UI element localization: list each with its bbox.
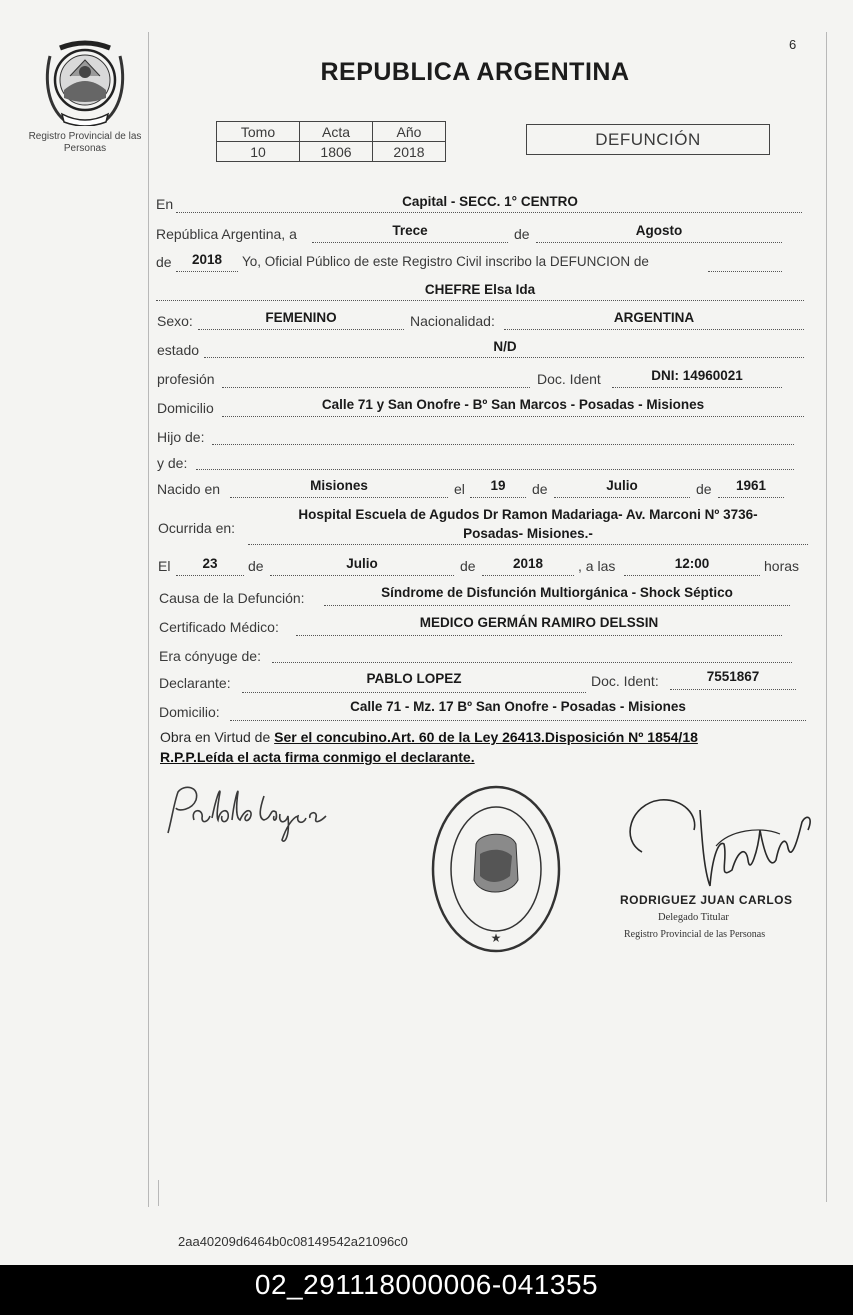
dotted-line xyxy=(242,692,586,693)
label-de: de xyxy=(696,481,712,497)
coat-of-arms-icon xyxy=(42,36,128,126)
label-el: el xyxy=(454,481,465,497)
nacionalidad-value: ARGENTINA xyxy=(613,310,695,325)
scan-code: 02_291118000006-041355 xyxy=(254,1269,599,1300)
domicilio-value: Calle 71 y San Onofre - Bº San Marcos - Posadas - Misiones xyxy=(321,397,705,412)
label-yo: Yo, Oficial Público de este Registro Civil inscribo la DEFUNCION de xyxy=(242,254,649,269)
dotted-line xyxy=(296,635,782,636)
label-nacido-en: Nacido en xyxy=(157,481,221,497)
left-margin-line xyxy=(148,32,149,1207)
dotted-line xyxy=(230,720,806,721)
registry-table xyxy=(216,121,446,162)
dotted-line xyxy=(272,662,792,663)
tomo-header: Tomo xyxy=(217,122,300,142)
dotted-line xyxy=(708,271,782,272)
official-name: RODRIGUEZ JUAN CARLOS xyxy=(620,893,793,907)
svg-text:★: ★ xyxy=(490,931,502,945)
anio-header: Año xyxy=(373,122,446,142)
record-type-box: DEFUNCIÓN xyxy=(526,124,770,155)
acta-header: Acta xyxy=(300,122,373,142)
page-title: REPUBLICA ARGENTINA xyxy=(320,58,630,86)
dotted-line xyxy=(176,271,238,272)
dotted-line xyxy=(222,387,530,388)
dotted-line xyxy=(536,242,782,243)
bottom-tick-line xyxy=(158,1180,159,1206)
dotted-line xyxy=(212,444,794,445)
label-de: de xyxy=(460,558,476,574)
label-sexo: Sexo: xyxy=(157,313,193,329)
def-dia-value: 23 xyxy=(202,556,218,571)
label-doc-ident: Doc. Ident: xyxy=(591,673,659,689)
certificado-value: MEDICO GERMÁN RAMIRO DELSSIN xyxy=(419,615,659,630)
label-el: El xyxy=(158,558,171,574)
dotted-line xyxy=(248,544,808,545)
label-de: de xyxy=(156,254,172,270)
dotted-line xyxy=(176,575,244,576)
def-mes-value: Julio xyxy=(346,556,378,571)
causa-value: Síndrome de Disfunción Multiorgánica - Shock Séptico xyxy=(381,585,733,600)
label-causa: Causa de la Defunción: xyxy=(159,590,305,606)
dotted-line xyxy=(612,387,782,388)
label-a-las: , a las xyxy=(578,558,616,574)
dotted-line xyxy=(156,300,804,301)
ocurrida-linea1: Hospital Escuela de Agudos Dr Ramon Madariaga- Av. Marconi Nº 3736- xyxy=(298,507,758,522)
dotted-line xyxy=(312,242,508,243)
dotted-line xyxy=(482,575,574,576)
declarante-domicilio-value: Calle 71 - Mz. 17 Bº San Onofre - Posadas - Misiones xyxy=(350,699,686,714)
label-hijo-de: Hijo de: xyxy=(157,429,205,445)
dotted-line xyxy=(230,497,448,498)
label-profesion: profesión xyxy=(157,371,215,387)
label-ocurrida-en: Ocurrida en: xyxy=(158,520,236,536)
declarant-signature xyxy=(160,778,340,848)
label-de: de xyxy=(532,481,548,497)
dotted-line xyxy=(324,605,790,606)
anio-value: 2018 xyxy=(191,252,223,267)
nombre-value: CHEFRE Elsa Ida xyxy=(424,282,536,297)
dotted-line xyxy=(222,416,804,417)
declarante-value: PABLO LOPEZ xyxy=(366,671,462,686)
label-horas: horas xyxy=(764,558,800,574)
estado-value: N/D xyxy=(493,339,517,354)
acta-value: 1806 xyxy=(300,142,373,162)
dotted-line xyxy=(554,497,690,498)
mes-value: Agosto xyxy=(635,223,683,238)
label-de: de xyxy=(248,558,264,574)
logo-caption: Registro Provincial de las Personas xyxy=(28,131,142,154)
tomo-value: 10 xyxy=(217,142,300,162)
label-declarante: Declarante: xyxy=(159,675,231,691)
label-republica: República Argentina, a xyxy=(156,226,297,242)
def-anio-value: 2018 xyxy=(512,556,544,571)
declarante-doc-value: 7551867 xyxy=(706,669,760,684)
ocurrida-linea2: Posadas- Misiones.- xyxy=(463,526,593,541)
label-y-de: y de: xyxy=(157,455,188,471)
def-hora-value: 12:00 xyxy=(674,556,710,571)
anio-value: 2018 xyxy=(373,142,446,162)
label-doc-ident: Doc. Ident xyxy=(537,371,601,387)
dotted-line xyxy=(270,575,454,576)
dotted-line xyxy=(176,212,802,213)
right-margin-line xyxy=(826,32,827,1202)
dotted-line xyxy=(196,469,794,470)
dotted-line xyxy=(470,497,526,498)
obra-linea1: Ser el concubino.Art. 60 de la Ley 26413.Disposición Nº 1854/18 xyxy=(274,729,698,745)
official-stamp xyxy=(430,784,562,954)
dotted-line xyxy=(624,575,760,576)
obra-en-virtud xyxy=(160,727,810,767)
label-obra: Obra en Virtud de xyxy=(160,729,271,745)
nacido-lugar-value: Misiones xyxy=(310,478,368,493)
page-number: 6 xyxy=(789,37,797,52)
official-signature xyxy=(620,790,820,890)
label-estado: estado xyxy=(157,342,200,358)
obra-linea2: R.P.P.Leída el acta firma conmigo el declarante. xyxy=(160,749,475,765)
lugar-value: Capital - SECC. 1° CENTRO xyxy=(402,194,578,209)
dotted-line xyxy=(504,329,804,330)
official-role: Delegado Titular xyxy=(658,912,729,923)
dia-letras-value: Trece xyxy=(392,223,428,238)
label-domicilio: Domicilio: xyxy=(159,704,220,720)
scan-code-bar xyxy=(0,1265,853,1315)
documento-value: DNI: 14960021 xyxy=(651,368,743,383)
official-office: Registro Provincial de las Personas xyxy=(624,929,766,940)
label-domicilio: Domicilio xyxy=(157,400,214,416)
dotted-line xyxy=(718,497,784,498)
sexo-value: FEMENINO xyxy=(265,310,337,325)
nacido-mes-value: Julio xyxy=(606,478,638,493)
label-en: En xyxy=(156,196,174,212)
label-conyuge: Era cónyuge de: xyxy=(159,648,261,664)
dotted-line xyxy=(670,689,796,690)
dotted-line xyxy=(204,357,804,358)
document-hash: 2aa40209d6464b0c08149542a21096c0 xyxy=(178,1234,408,1249)
nacido-anio-value: 1961 xyxy=(735,478,767,493)
label-de: de xyxy=(514,226,530,242)
label-certificado: Certificado Médico: xyxy=(159,619,279,635)
label-nacionalidad: Nacionalidad: xyxy=(410,313,495,329)
nacido-dia-value: 19 xyxy=(490,478,506,493)
dotted-line xyxy=(198,329,404,330)
